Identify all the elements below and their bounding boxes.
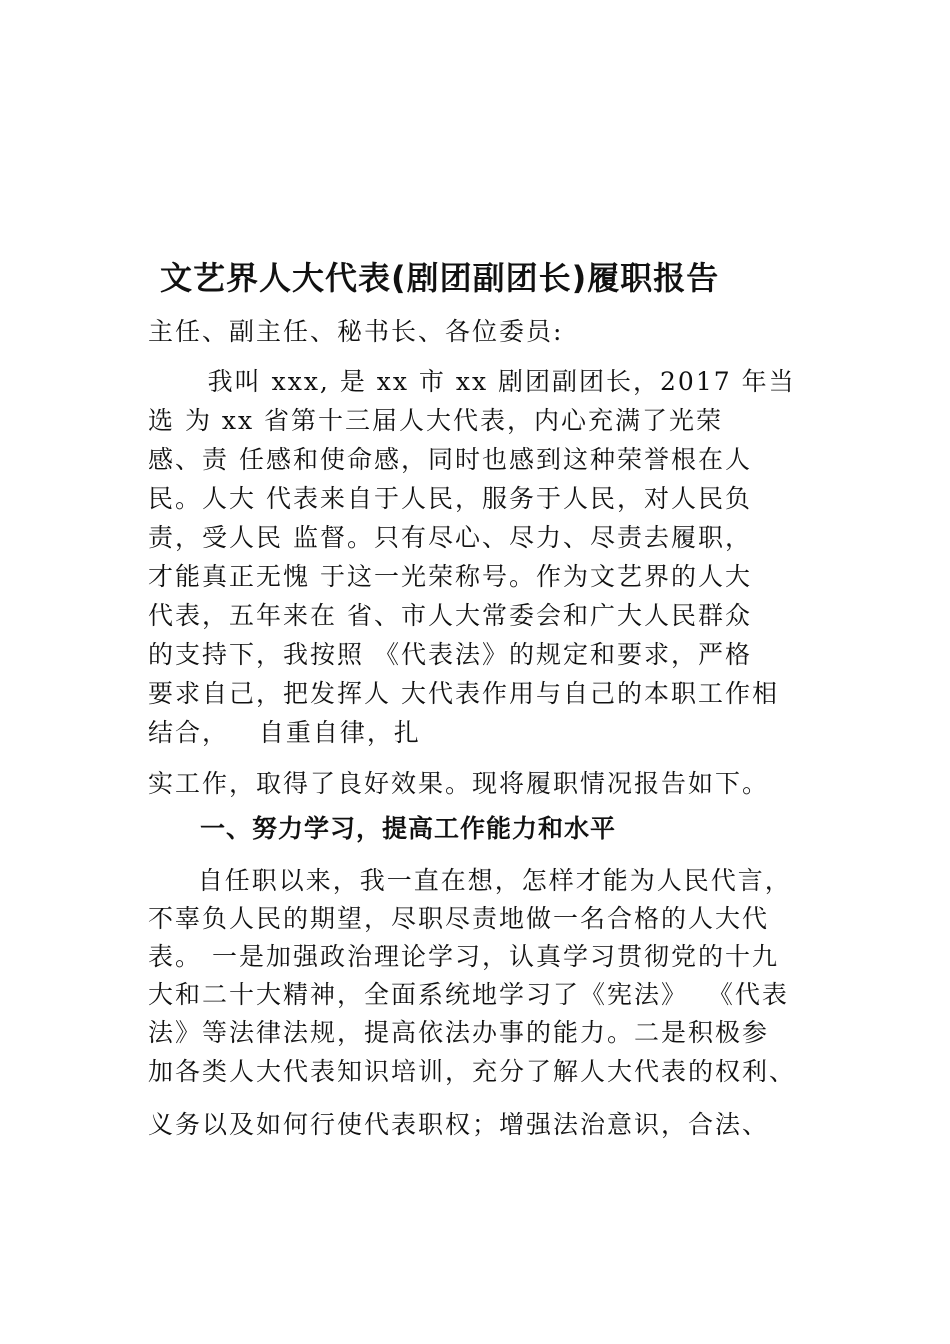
paragraph-line: 大和二十大精神，全面系统地学习了《宪法》 《代表 bbox=[148, 980, 789, 1009]
paragraph-line: 实工作，取得了良好效果。现将履职情况报告如下。 bbox=[148, 769, 770, 798]
section-heading: 一、努力学习，提高工作能力和水平 bbox=[200, 814, 617, 843]
paragraph-line: 我叫 xxx, 是 xx 市 xx 剧团副团长，2017 年当 bbox=[148, 367, 796, 396]
paragraph-line: 义务以及如何行使代表职权；增强法治意识，合法、 bbox=[148, 1110, 770, 1139]
paragraph-line: 结合， 自重自律，扎 bbox=[148, 718, 421, 747]
paragraph-line: 感、责 任感和使命感，同时也感到这种荣誉根在人 bbox=[148, 445, 752, 474]
paragraph-line: 选 为 xx 省第十三届人大代表，内心充满了光荣 bbox=[148, 406, 724, 435]
paragraph-line: 民。人大 代表来自于人民，服务于人民，对人民负 bbox=[148, 484, 752, 513]
paragraph-line: 代表，五年来在 省、市人大常委会和广大人民群众 bbox=[148, 601, 752, 630]
paragraph-line: 加各类人大代表知识培训，充分了解人大代表的权利、 bbox=[148, 1057, 797, 1086]
paragraph-line: 表。 一是加强政治理论学习，认真学习贯彻党的十九 bbox=[148, 942, 779, 971]
paragraph-line: 法》等法律法规，提高依法办事的能力。二是积极参 bbox=[148, 1018, 770, 1047]
paragraph-line: 才能真正无愧 于这一光荣称号。作为文艺界的人大 bbox=[148, 562, 752, 591]
document-title: 文艺界人大代表(剧团副团长)履职报告 bbox=[160, 259, 720, 297]
paragraph-line: 责，受人民 监督。只有尽心、尽力、尽责去履职， bbox=[148, 523, 752, 552]
paragraph-line: 不辜负人民的期望，尽职尽责地做一名合格的人大代 bbox=[148, 904, 770, 933]
salutation: 主任、副主任、秘书长、各位委员: bbox=[148, 317, 564, 346]
paragraph-line: 要求自己，把发挥人 大代表作用与自己的本职工作相 bbox=[148, 679, 779, 708]
paragraph-line: 自任职以来，我一直在想，怎样才能为人民代言， bbox=[148, 866, 792, 895]
paragraph-line: 的支持下，我按照 《代表法》的规定和要求，严格 bbox=[148, 640, 752, 669]
